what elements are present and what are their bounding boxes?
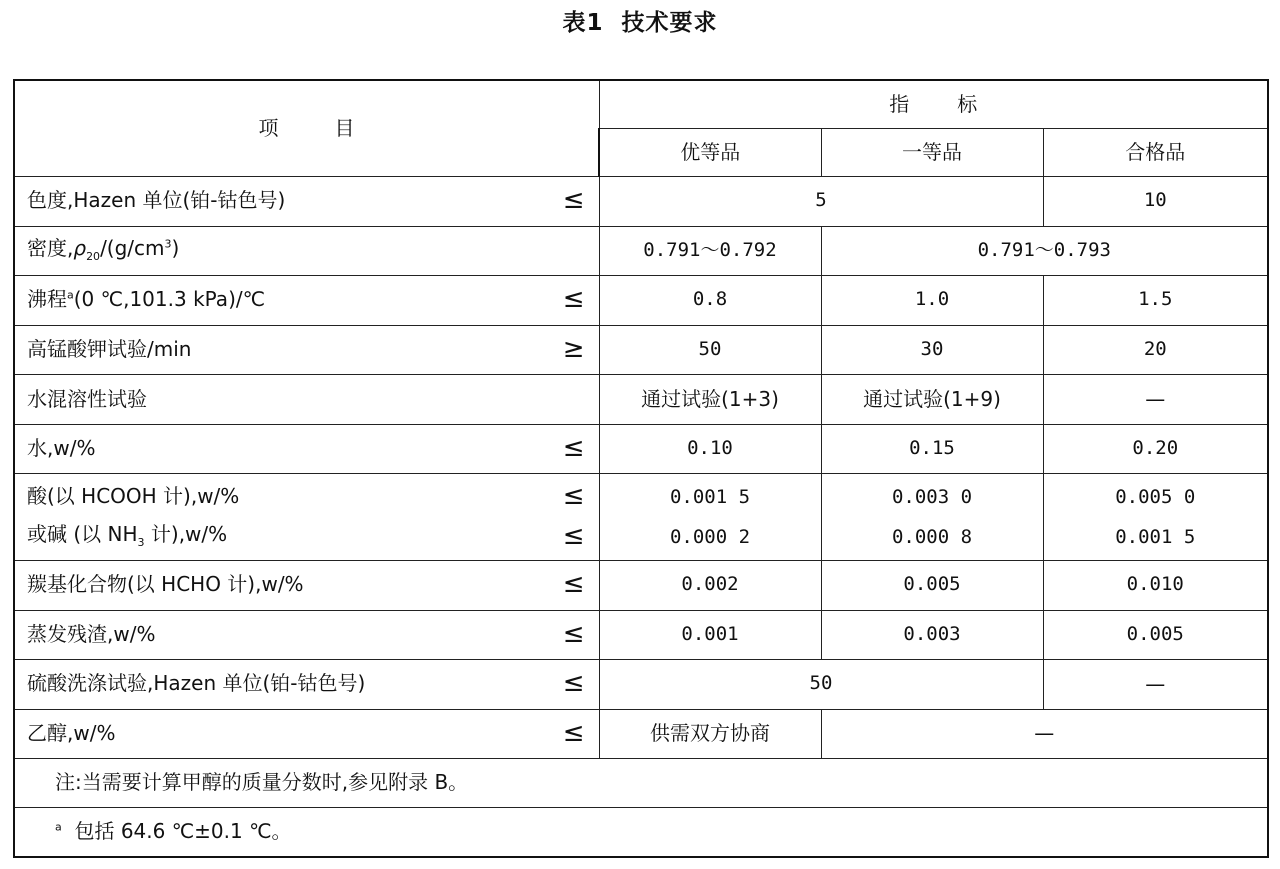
value-cell: 0.8 [599, 275, 821, 325]
value-cell: 30 [821, 325, 1043, 374]
le-symbol: ≤ [562, 284, 585, 315]
footnote-mark: a [55, 820, 62, 834]
le-symbol: ≤ [562, 668, 585, 699]
value-cell: — [1043, 374, 1268, 424]
value-cell: — [821, 709, 1268, 758]
value-cell: 0.005 0 0.001 5 [1043, 473, 1268, 560]
table-row [14, 709, 1268, 758]
row-label: 沸程$^a$(0 ℃,101.3 kPa)/℃ [27, 287, 266, 312]
row-label: 硫酸洗涤试验,Hazen 单位(铂-钴色号) [27, 671, 366, 696]
value-cell: 通过试验(1+9) [821, 374, 1043, 424]
row-label: 色度,Hazen 单位(铂-钴色号) [27, 188, 286, 213]
table-row [14, 325, 1268, 374]
table-row [14, 659, 1268, 709]
note-row [14, 758, 1268, 807]
value-cell: 0.005 [821, 560, 1043, 610]
value-cell: 5 [599, 176, 1043, 226]
le-symbol: ≤ [562, 717, 585, 748]
grade-qualified-header: 合格品 [1043, 128, 1268, 176]
table-note: 注:当需要计算甲醇的质量分数时,参见附录 B。 [14, 758, 1268, 807]
value-cell: 0.003 [821, 610, 1043, 659]
row-label: 水混溶性试验 [27, 386, 147, 411]
indicator-header: 指 标 [599, 80, 1268, 128]
le-symbol: ≤ [562, 520, 585, 551]
table-row [14, 275, 1268, 325]
value-cell: 10 [1043, 176, 1268, 226]
table-number: 表1 [562, 10, 604, 36]
table-caption: 技术要求 [621, 10, 718, 36]
table-row [14, 176, 1268, 226]
table-row [14, 374, 1268, 424]
value-cell: 通过试验(1+3) [599, 374, 821, 424]
row-label: 蒸发残渣,w/% [27, 621, 156, 646]
value-cell: 0.15 [821, 424, 1043, 473]
value-cell: 供需双方协商 [599, 709, 821, 758]
value-cell: 0.005 [1043, 610, 1268, 659]
table-row [14, 560, 1268, 610]
value-cell: 1.5 [1043, 275, 1268, 325]
table-footnote: $^a$ 包括 64.6 ℃±0.1 ℃。 [14, 807, 1268, 857]
value-cell: 0.791～0.792 [599, 226, 821, 275]
table-row [14, 424, 1268, 473]
value-cell: 0.003 0 0.000 8 [821, 473, 1043, 560]
table-row [14, 226, 1268, 275]
spec-table [13, 79, 1269, 858]
value-cell: 20 [1043, 325, 1268, 374]
value-cell: 0.20 [1043, 424, 1268, 473]
table-title [0, 6, 1280, 40]
le-symbol: ≤ [562, 432, 585, 463]
row-label: 密度$,\rho_{20}/(g/cm^3)$ [27, 236, 180, 264]
grade-premium-header: 优等品 [599, 128, 821, 176]
header-row-1 [14, 80, 1268, 128]
row-label: 酸(以 HCOOH 计),w/% [27, 484, 240, 508]
ge-symbol: ≥ [562, 333, 585, 364]
row-label: 羰基化合物(以 HCHO 计),w/% [27, 572, 304, 597]
value-cell: 0.10 [599, 424, 821, 473]
le-symbol: ≤ [562, 618, 585, 649]
row-label: 乙醇,w/% [27, 720, 116, 745]
grade-first-header: 一等品 [821, 128, 1043, 176]
table-row [14, 610, 1268, 659]
row-label: 或碱 (以 $NH_3$ 计),w/% [27, 522, 228, 550]
value-cell: 0.002 [599, 560, 821, 610]
value-cell: 50 [599, 325, 821, 374]
value-cell: 0.791～0.793 [821, 226, 1268, 275]
row-label: 高锰酸钾试验/min [27, 336, 192, 361]
footnote-row [14, 807, 1268, 857]
value-cell: 50 [599, 659, 1043, 709]
le-symbol: ≤ [562, 480, 585, 511]
le-symbol: ≤ [562, 185, 585, 216]
value-cell: 0.001 5 0.000 2 [599, 473, 821, 560]
value-cell: — [1043, 659, 1268, 709]
value-cell: 0.001 [599, 610, 821, 659]
table-row [14, 473, 1268, 560]
le-symbol: ≤ [562, 569, 585, 600]
value-cell: 0.010 [1043, 560, 1268, 610]
item-header: 项 目 [14, 80, 599, 176]
row-label: 水,w/% [27, 435, 96, 460]
value-cell: 1.0 [821, 275, 1043, 325]
